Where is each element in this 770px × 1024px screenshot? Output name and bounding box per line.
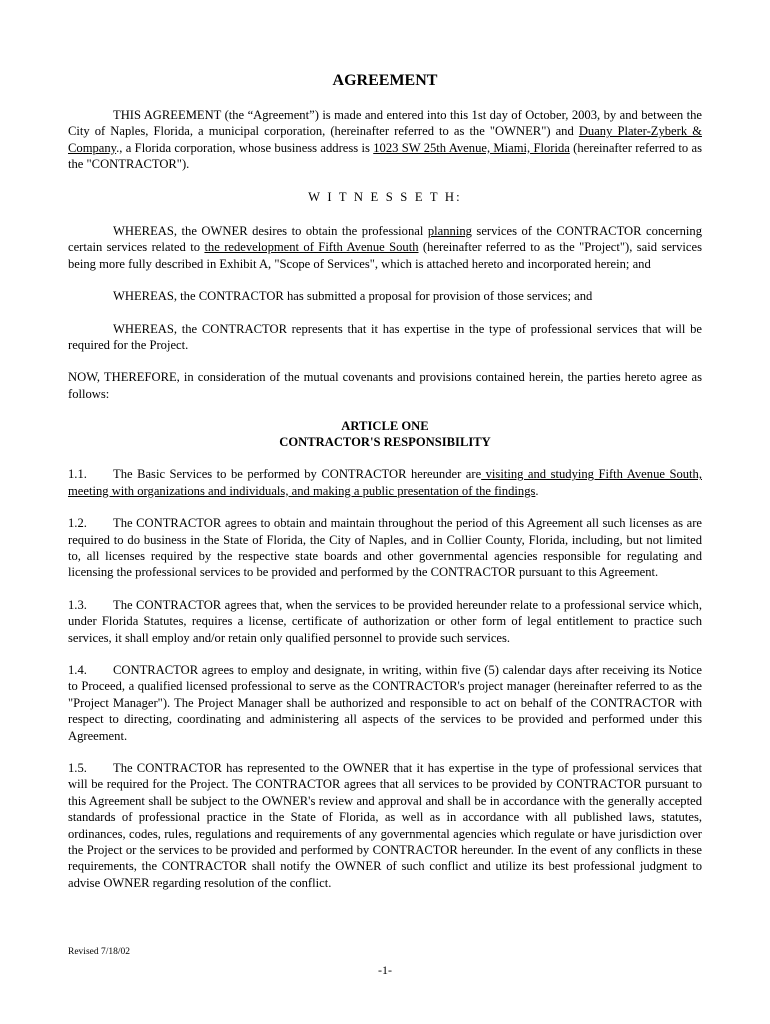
whereas-paragraph-2: WHEREAS, the CONTRACTOR has submitted a proposal for provision of those services; and (113, 289, 593, 304)
intro-text-3: (hereinafter referred to as the "CONTRACTOR"). (68, 140, 702, 172)
now-therefore-paragraph: NOW, THEREFORE, in consideration of the mutual covenants and provisions contained herein, the parties hereto agree as follows: (68, 370, 702, 401)
section-number: 1.1. (68, 467, 87, 482)
section-1-1 (68, 466, 702, 499)
contractor-address: 1023 SW 25th Avenue, Miami, Florida (373, 140, 570, 155)
section-text: The Basic Services to be performed by CONTRACTOR hereunder are (113, 467, 482, 482)
section-1-3 (68, 597, 702, 646)
section-number: 1.2. (68, 516, 87, 531)
whereas-paragraph-1 (68, 223, 702, 272)
basic-services-scope: visiting and studying Fifth Avenue South, meeting with organizations and individuals, and making a public presentation of the findings (68, 467, 702, 498)
article-heading (68, 418, 702, 450)
whereas-paragraph-3: WHEREAS, the CONTRACTOR represents that it has expertise in the type of professional services that will be required for the Project. (68, 321, 702, 353)
section-1-5 (68, 760, 702, 891)
contractor-name: Duany Plater-Zyberk & Company (68, 124, 702, 155)
section-number: 1.5. (68, 760, 87, 775)
article-title: CONTRACTOR'S RESPONSIBILITY (279, 435, 491, 450)
page-number: -1- (378, 963, 392, 977)
section-number: 1.4. (68, 662, 87, 677)
witnesseth-heading: W I T N E S S E T H: (308, 189, 462, 204)
document-title: AGREEMENT (332, 72, 438, 89)
section-text: The CONTRACTOR has represented to the OWNER that it has expertise in the type of professional services that will be required for the Project. The CONTRACTOR agrees that all services to be provided by CONTRACTOR pursuant to this Agreement shall be subject to the OWNER's review and approval and shall be in accordance with the generally accepted standards of professional practice in the State of Florida, as well as in accordance with all published laws, statutes, ordinances, codes, rules, regulations and requirements of any governmental agencies which regulate or have jurisdiction over the Project or the services to be provided and performed by CONTRACTOR hereunder. In the event of any conflicts in these requirements, the CONTRACTOR shall notify the OWNER of such conflict and utilize its best professional judgment to advise OWNER regarding resolution of the conflict. (68, 760, 702, 890)
project-name: the redevelopment of Fifth Avenue South (204, 240, 419, 255)
service-type: planning (427, 224, 472, 239)
whereas1-text-c: (hereinafter referred to as the "Project"), said services being more fully described in Exhibit A, "Scope of Services", which is attached hereto and incorporated herein; and (68, 240, 703, 271)
revision-note: Revised 7/18/02 (68, 947, 131, 957)
section-1-4 (68, 662, 702, 744)
whereas1-text-b: services of the CONTRACTOR concerning certain services related to (68, 224, 702, 255)
section-text-end: . (535, 483, 539, 498)
section-text: The CONTRACTOR agrees that, when the services to be provided hereunder relate to a professional service which, under Florida Statutes, requires a license, certificate of authorization or other form of legal entitlement to practice such services, it shall employ and/or retain only qualified personnel to provide such services. (68, 597, 702, 645)
section-text: CONTRACTOR agrees to employ and designate, in writing, within five (5) calendar days after receiving its Notice to Proceed, a qualified licensed professional to serve as the CONTRACTOR's project manager (hereinafter referred to as the "Project Manager"). The Project Manager shall be authorized and responsible to act on behalf of the CONTRACTOR with respect to directing, coordinating and administering all aspects of the services to be provided and performed under this Agreement. (68, 662, 702, 743)
section-number: 1.3. (68, 597, 87, 612)
section-text: The CONTRACTOR agrees to obtain and maintain throughout the period of this Agreement all such licenses as are required to do business in the State of Florida, the City of Naples, and in Collier County, Florida, including, but not limited to, all licenses required by the respective state boards and other governmental agencies responsible for regulating and licensing the professional services to be provided and performed by the CONTRACTOR pursuant to this Agreement. (68, 516, 702, 580)
intro-paragraph (68, 107, 702, 173)
intro-text-1: THIS AGREEMENT (the “Agreement”) is made and entered into this 1st day of October, 2003, by and between the City of Naples, Florida, a municipal corporation, (hereinafter referred to as the "OWNER") and (68, 108, 702, 139)
section-1-2 (68, 515, 702, 581)
article-number: ARTICLE ONE (341, 419, 429, 434)
intro-text-2: ., a Florida corporation, whose business address is (116, 140, 374, 155)
document-body (68, 72, 702, 907)
whereas1-text-a: WHEREAS, the OWNER desires to obtain the professional (113, 224, 428, 239)
